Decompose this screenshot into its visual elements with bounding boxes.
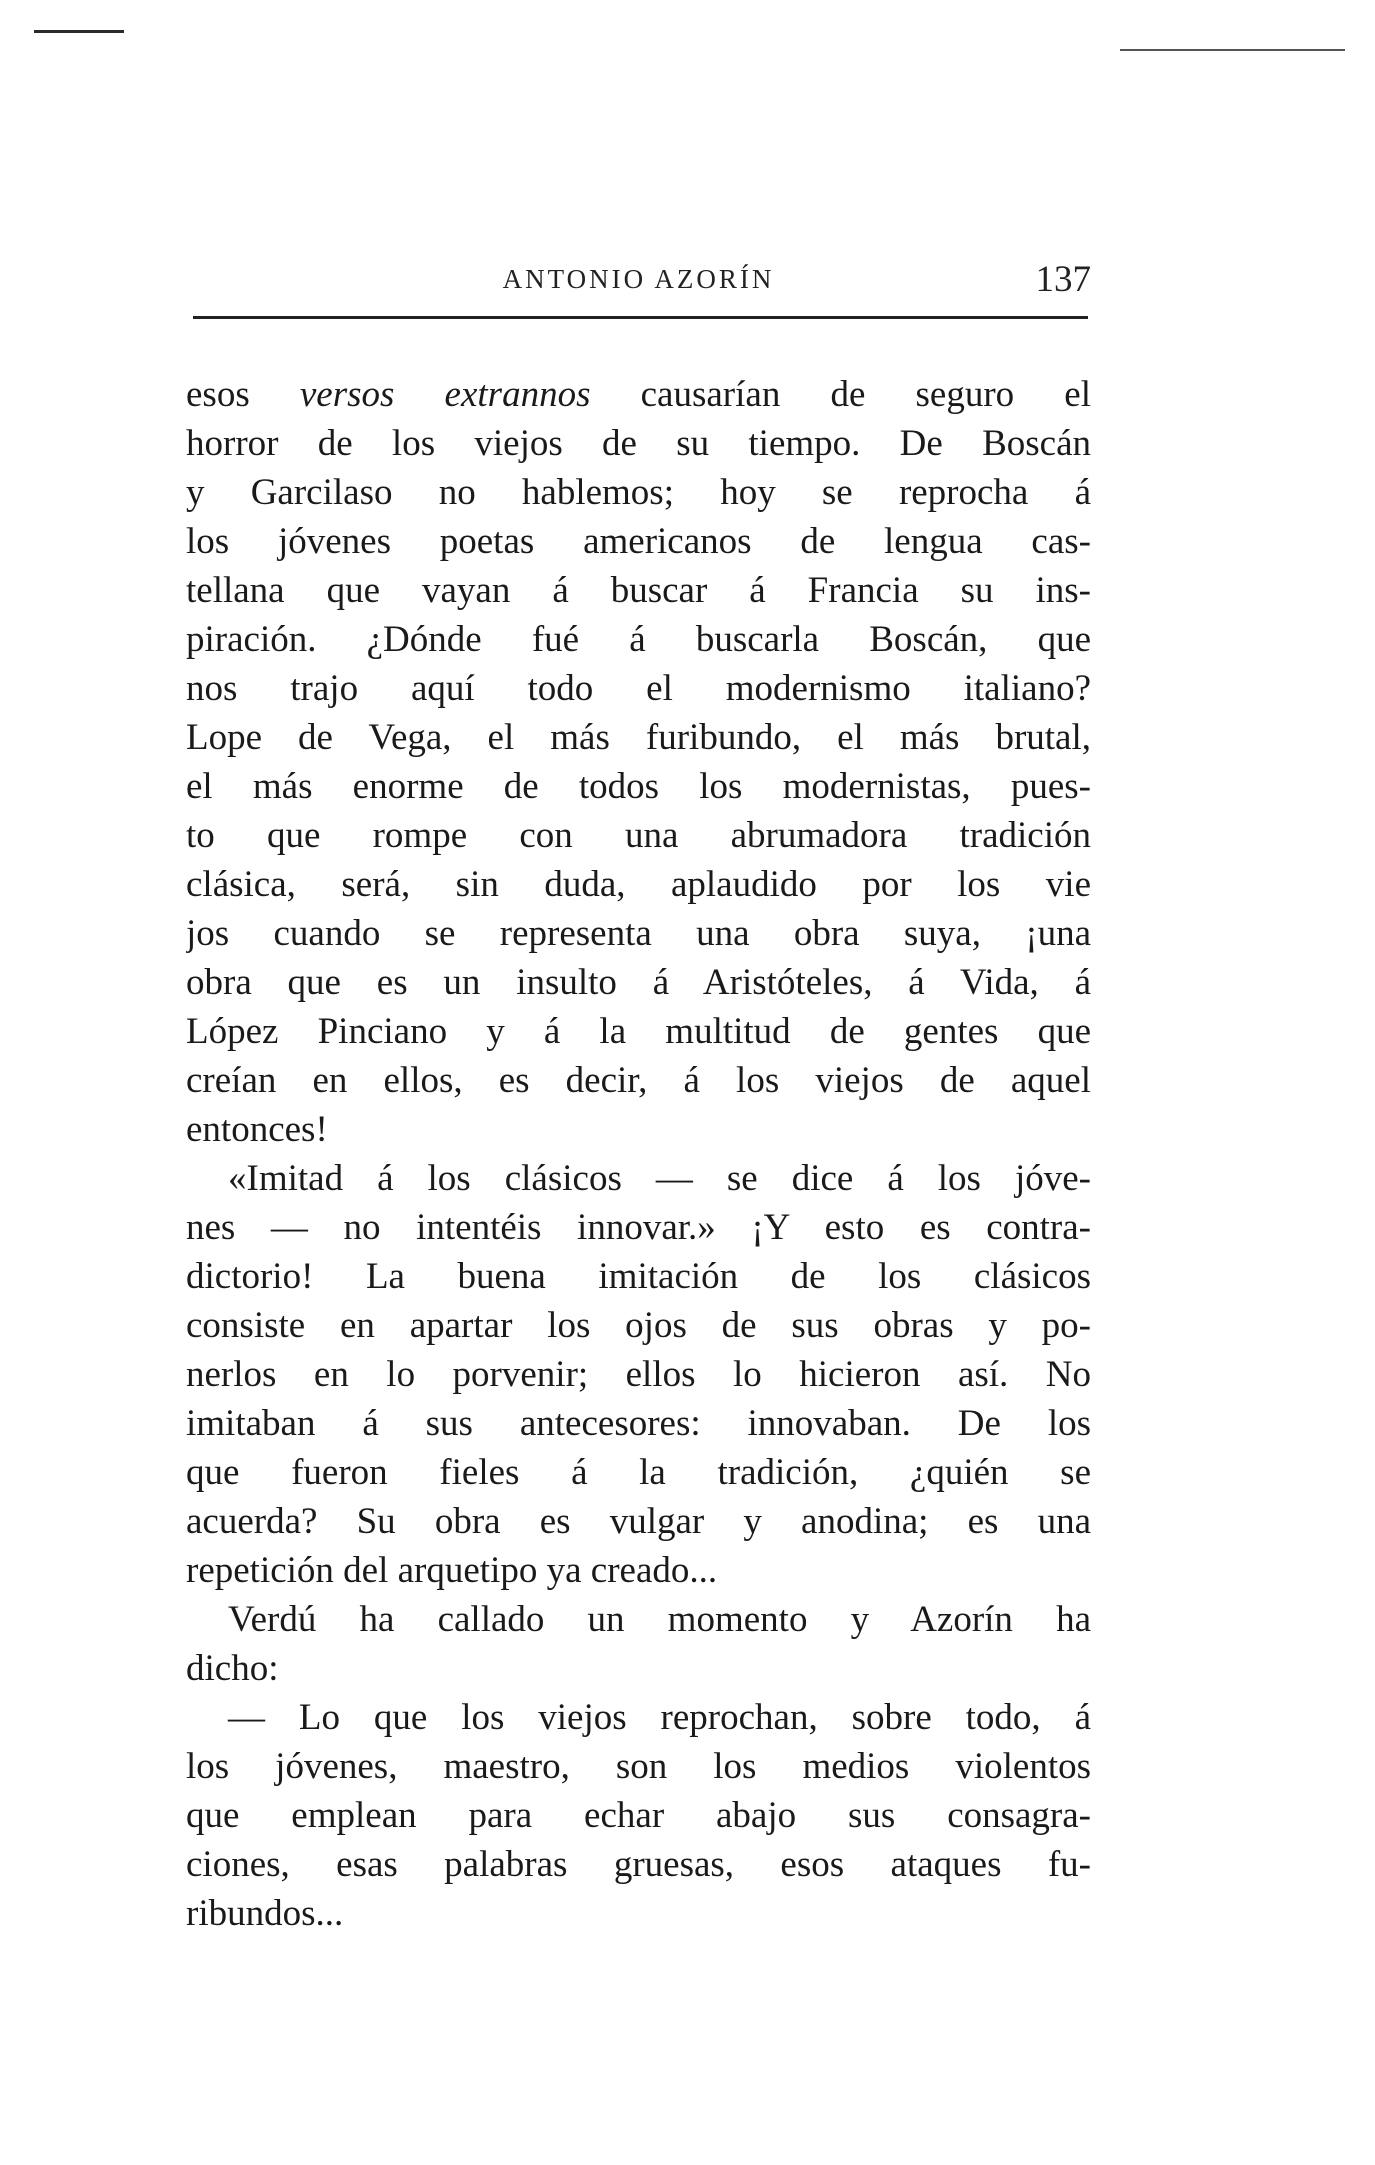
text-line: creían en ellos, es decir, á los viejos de aquel [186, 1060, 1091, 1101]
scan-artifact-mark [34, 30, 124, 33]
text-line: imitaban á sus antecesores: innovaban. De los [186, 1403, 1091, 1444]
running-head [186, 258, 1091, 308]
text-line: que fueron fieles á la tradición, ¿quién se [186, 1452, 1091, 1493]
running-title: ANTONIO AZORÍN [502, 264, 775, 294]
text-line: Verdú ha callado un momento y Azorín ha [228, 1599, 1091, 1640]
text-line: los jóvenes, maestro, son los medios violentos [186, 1746, 1091, 1787]
text-line: los jóvenes poetas americanos de lengua cas- [186, 521, 1091, 562]
text-line: que emplean para echar abajo sus consagra- [186, 1795, 1091, 1836]
text-line: nos trajo aquí todo el modernismo italiano? [186, 668, 1091, 709]
text-line: repetición del arquetipo ya creado... [186, 1550, 718, 1591]
text-line: jos cuando se representa una obra suya, ¡una [186, 913, 1091, 954]
text-line: horror de los viejos de su tiempo. De Boscán [186, 423, 1091, 464]
text-line: y Garcilaso no hablemos; hoy se reprocha á [186, 472, 1091, 513]
text-fragment: causarían de seguro el [640, 374, 1091, 415]
text-line: clásica, será, sin duda, aplaudido por los vie [186, 864, 1091, 905]
header-rule [193, 316, 1088, 319]
text-line: obra que es un insulto á Aristóteles, á Vida, á [186, 962, 1091, 1003]
text-line: nes — no intentéis innovar.» ¡Y esto es contra- [186, 1207, 1091, 1248]
text-fragment: esos [186, 374, 250, 415]
text-line: dictorio! La buena imitación de los clásicos [186, 1256, 1091, 1297]
text-line: ribundos... [186, 1893, 344, 1934]
body-text [186, 370, 1091, 1938]
text-line: — Lo que los viejos reprochan, sobre todo, á [228, 1697, 1091, 1738]
text-line: «Imitad á los clásicos — se dice á los jóve- [228, 1158, 1091, 1199]
text-line: Lope de Vega, el más furibundo, el más brutal, [186, 717, 1091, 758]
text-line: piración. ¿Dónde fué á buscarla Boscán, que [186, 619, 1091, 660]
italic-phrase: versos extrannos [299, 374, 591, 415]
text-line: consiste en apartar los ojos de sus obras y po- [186, 1305, 1091, 1346]
scan-artifact-rule [1120, 49, 1345, 51]
text-line: el más enorme de todos los modernistas, pues- [186, 766, 1091, 807]
text-line: nerlos en lo porvenir; ellos lo hicieron así. No [186, 1354, 1091, 1395]
text-line: entonces! [186, 1109, 328, 1150]
text-line: ciones, esas palabras gruesas, esos ataques fu- [186, 1844, 1091, 1885]
text-line [186, 370, 1091, 419]
text-line: dicho: [186, 1648, 279, 1689]
page-number: 137 [1035, 259, 1091, 300]
text-line: tellana que vayan á buscar á Francia su ins- [186, 570, 1091, 611]
text-line: López Pinciano y á la multitud de gentes que [186, 1011, 1091, 1052]
text-line: to que rompe con una abrumadora tradición [186, 815, 1091, 856]
text-line: acuerda? Su obra es vulgar y anodina; es una [186, 1501, 1091, 1542]
